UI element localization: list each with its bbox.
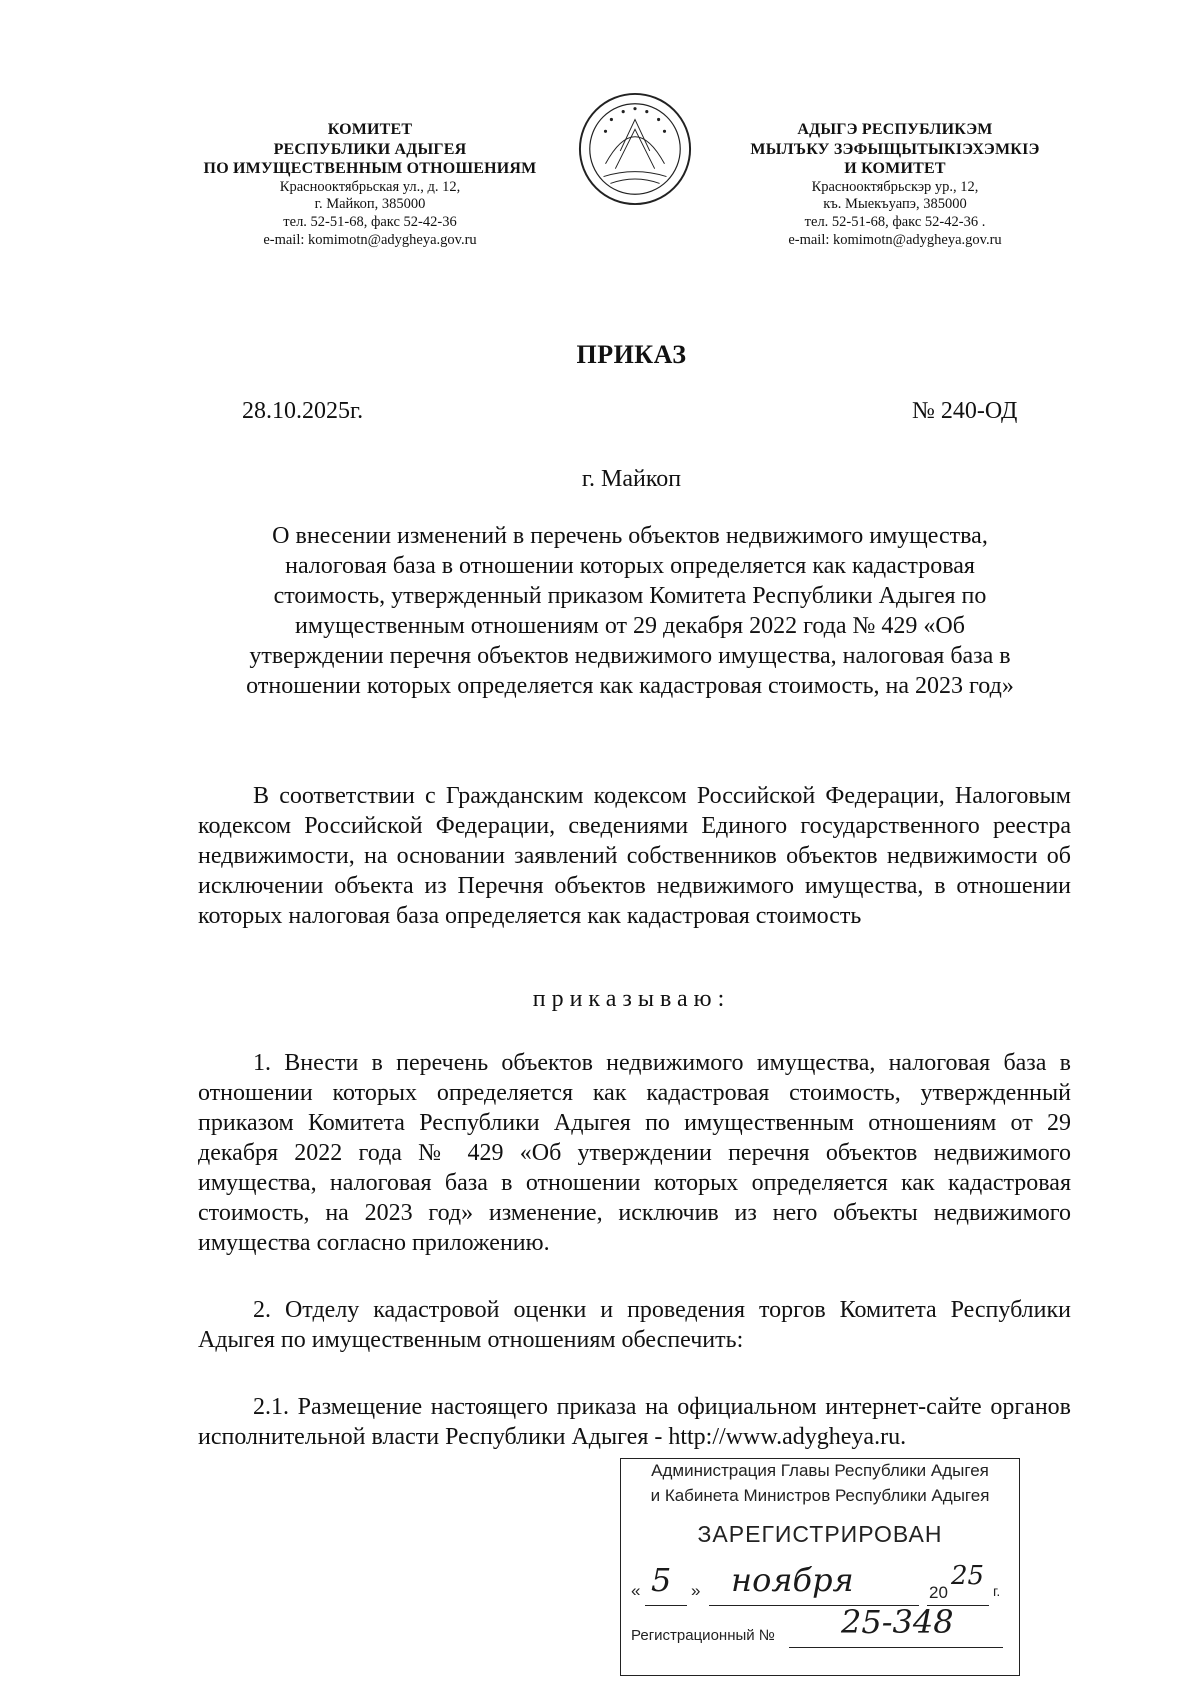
subject-line: О внесении изменений в перечень объектов недвижимого имущества,	[272, 523, 988, 549]
stamp-reg-number: 25-348	[841, 1603, 954, 1641]
phone-ady: тел. 52-51-68, факс 52-42-36 .	[804, 213, 986, 230]
item-1-paragraph	[198, 1048, 1071, 1258]
stamp-day: 5	[651, 1561, 672, 1599]
subject-line: стоимость, утвержденный приказом Комитета Республики Адыгея по	[273, 583, 987, 609]
preamble-paragraph	[198, 781, 1071, 931]
stamp-month: ноября	[731, 1561, 854, 1599]
stamp-org-line1: Администрация Главы Республики Адыгея	[651, 1461, 989, 1480]
city-ru: г. Майкоп, 385000	[314, 196, 426, 213]
stamp-org-line2: и Кабинета Министров Республики Адыгея	[650, 1486, 990, 1505]
stamp-reg-label: Регистрационный №	[631, 1627, 775, 1644]
order-word: приказываю:	[532, 986, 731, 1012]
stamp-year-suffix: 25	[951, 1561, 985, 1591]
document-type: ПРИКАЗ	[576, 340, 687, 369]
document-subject	[200, 521, 1060, 701]
item-1-text: 1. Внести в перечень объектов недвижимого имущества, налоговая база в отношении которых определяется как кадастровая стоимость, утвержденный приказом Комитета Республики Адыгея по имущественным отношениям от 29 декабря 2022 года № 429 «Об утверждении перечня объектов недвижимого имущества, налоговая база в отношении которых определяется как кадастровая стоимость, на 2023 год» изменение, исключив из него объекты недвижимого имущества согласно приложению.	[198, 1050, 1071, 1256]
subject-line: налоговая база в отношении которых определяется как кадастровая	[285, 553, 975, 579]
stamp-year-prefix: 20	[929, 1583, 948, 1602]
stamp-year-mark: г.	[993, 1583, 1001, 1599]
document-number: № 240-ОД	[912, 398, 1018, 424]
email-ru: e-mail: komimotn@adygheya.gov.ru	[263, 231, 477, 248]
subject-line: имущественным отношениям от 29 декабря 2022 года № 429 «Об	[295, 613, 965, 639]
org-name-ru-line2: РЕСПУБЛИКИ АДЫГЕЯ	[273, 140, 467, 158]
subject-line: отношении которых определяется как кадастровая стоимость, на 2023 год»	[246, 673, 1014, 699]
org-name-ru-line1: КОМИТЕТ	[327, 121, 413, 138]
item-2-text: 2. Отделу кадастровой оценки и проведения торгов Комитета Республики Адыгея по имущественным отношениям обеспечить:	[198, 1297, 1071, 1353]
registration-stamp	[620, 1458, 1020, 1676]
stamp-date-row: « 5 » ноября 20 25 г.	[631, 1567, 1011, 1607]
org-name-ady-line1: АДЫГЭ РЕСПУБЛИКЭМ	[797, 121, 993, 138]
header-right	[730, 120, 1060, 249]
org-name-ady-line2: МЫЛЪКУ ЗЭФЫЩЫТЫКІЭХЭМКІЭ	[750, 140, 1040, 158]
address-ady: Краснооктябрьскэр ур., 12,	[811, 178, 979, 195]
document-date: 28.10.2025г.	[242, 398, 364, 424]
header-left	[160, 120, 580, 249]
republic-emblem-icon	[576, 90, 694, 208]
subject-line: утверждении перечня объектов недвижимого имущества, налоговая база в	[249, 643, 1011, 669]
phone-ru: тел. 52-51-68, факс 52-42-36	[283, 213, 457, 230]
item-2-1-text: 2.1. Размещение настоящего приказа на официальном интернет-сайте органов исполнительной власти Республики Адыгея - http://www.adygheya.ru.	[198, 1394, 1071, 1450]
stamp-reg-row	[631, 1603, 1011, 1644]
preamble-text: В соответствии с Гражданским кодексом Российской Федерации, Налоговым кодексом Российской Федерации, сведениями Единого государственного реестра недвижимости, на основании заявлений собственников объектов недвижимости об исключении объекта из Перечня объектов недвижимого имущества, в отношении которых налоговая база определяется как кадастровая стоимость	[198, 783, 1071, 929]
address-ru: Краснооктябрьская ул., д. 12,	[279, 178, 461, 195]
stamp-title: ЗАРЕГИСТРИРОВАН	[697, 1521, 943, 1547]
document-city: г. Майкоп	[581, 466, 682, 492]
item-2-1-paragraph	[198, 1392, 1071, 1452]
email-ady: e-mail: komimotn@adygheya.gov.ru	[788, 231, 1002, 248]
org-name-ru-line3: ПО ИМУЩЕСТВЕННЫМ ОТНОШЕНИЯМ	[203, 160, 537, 178]
item-2-paragraph	[198, 1295, 1071, 1355]
city-ady: къ. Мыекъуапэ, 385000	[823, 196, 967, 213]
org-name-ady-line3: И КОМИТЕТ	[844, 160, 946, 178]
